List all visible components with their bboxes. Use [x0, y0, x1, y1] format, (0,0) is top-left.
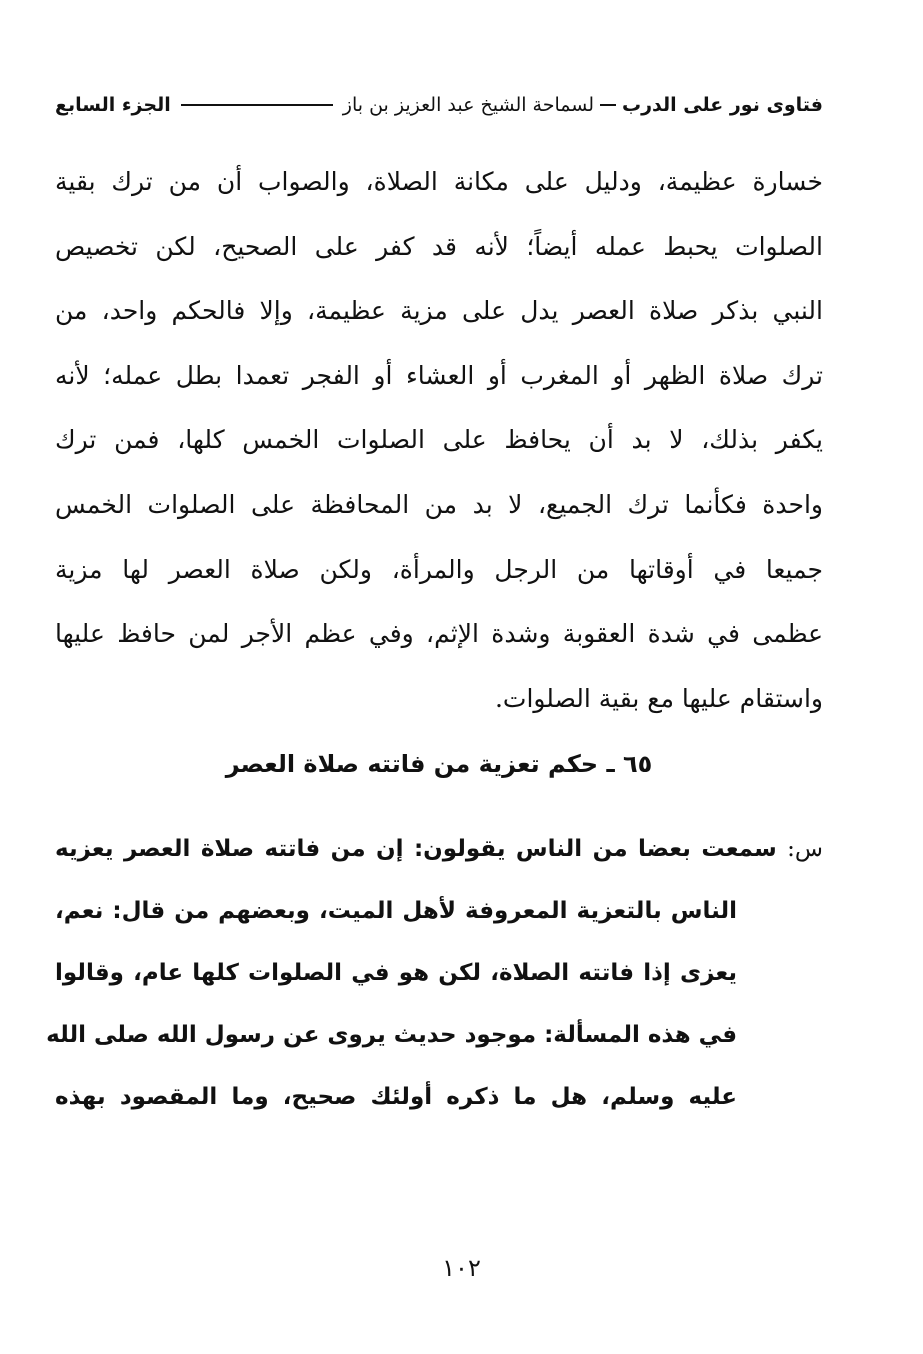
page-number: ١٠٢ [442, 1254, 481, 1282]
question-line: يعزى إذا فاتته الصلاة، لكن هو في الصلوات كلها عام، وقالوا [55, 960, 737, 986]
answer-paragraph [55, 150, 823, 731]
text-line: الصلوات يحبط عمله أيضاً؛ لأنه قد كفر على الصحيح، لكن تخصيص [55, 231, 823, 261]
author-name: لسماحة الشيخ عبد العزيز بن باز [342, 94, 594, 116]
header-rule [181, 104, 333, 106]
text-line: واحدة فكأنما ترك الجميع، لا بد من المحافظة على الصلوات الخمس [55, 489, 823, 519]
text-line: خسارة عظيمة، ودليل على مكانة الصلاة، والصواب أن من ترك بقية [55, 167, 823, 196]
question-first-line [55, 818, 823, 880]
text-line: عظمى في شدة العقوبة وشدة الإثم، وفي عظم الأجر لمن حافظ عليها [55, 619, 823, 649]
text-line: يكفر بذلك، لا بد أن يحافظ على الصلوات الخمس كلها، فمن ترك [55, 425, 823, 455]
text-line: النبي بذكر صلاة العصر يدل على مزية عظيمة، وإلا فالحكم واحد، من [55, 296, 823, 326]
question-text: سمعت بعضا من الناس يقولون: إن من فاتته صلاة العصر يعزيه [55, 836, 777, 862]
header-dash [600, 104, 616, 106]
question-line: عليه وسلم، هل ما ذكره أولئك صحيح، وما المقصود بهذه [55, 1084, 737, 1110]
volume-part: الجزء السابع [55, 94, 171, 116]
header-title-group [343, 94, 823, 116]
text-line: جميعا في أوقاتها من الرجل والمرأة، ولكن صلاة العصر لها مزية [55, 554, 823, 584]
question-prefix: س: [787, 836, 823, 862]
running-header [55, 88, 823, 122]
question-block [46, 818, 823, 1128]
section-heading: ٦٥ ـ حكم تعزية من فاتته صلاة العصر [225, 750, 653, 778]
text-line: واستقام عليها مع بقية الصلوات. [494, 683, 823, 713]
question-line: الناس بالتعزية المعروفة لأهل الميت، وبعضهم من قال: نعم، [55, 898, 737, 924]
question-line: في هذه المسألة: موجود حديث يروى عن رسول الله صلى الله [46, 1022, 737, 1048]
book-title: فتاوى نور على الدرب [622, 94, 823, 116]
text-line: ترك صلاة الظهر أو المغرب أو العشاء أو الفجر تعمدا بطل عمله؛ لأنه [55, 360, 823, 390]
